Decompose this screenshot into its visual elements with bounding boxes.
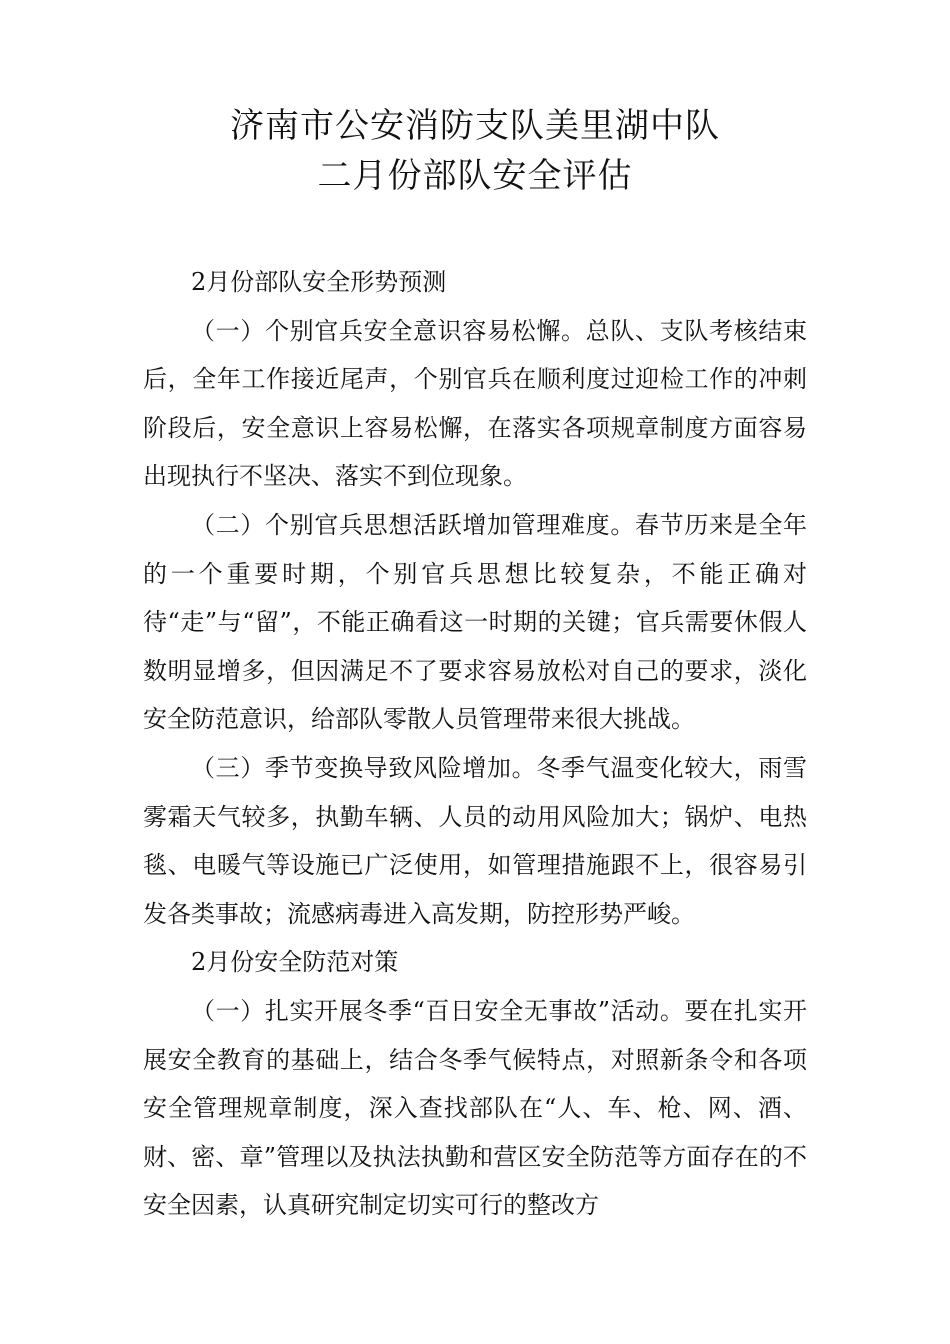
paragraph: （一）个别官兵安全意识容易松懈。总队、支队考核结束后，全年工作接近尾声，个别官兵在顺利度过迎检工作的冲刺阶段后，安全意识上容易松懈，在落实各项规章制度方面容易出现执行不坚决、落实不到位现象。 (143, 316, 807, 491)
document-title-line1: 济南市公安消防支队美里湖中队 (230, 106, 720, 146)
document-body (143, 258, 807, 1230)
paragraph: （一）扎实开展冬季“百日安全无事故”活动。要在扎实开展安全教育的基础上，结合冬季气候特点，对照新条令和各项安全管理规章制度，深入查找部队在“人、车、枪、网、酒、财、密、章”管理以及执法执勤和营区安全防范等方面存在的不安全因素，认真研究制定切实可行的整改方 (143, 996, 807, 1220)
paragraph: （三）季节变换导致风险增加。冬季气温变化较大，雨雪雾霜天气较多，执勤车辆、人员的动用风险加大；锅炉、电热毯、电暖气等设施已广泛使用，如管理措施跟不上，很容易引发各类事故；流感病毒进入高发期，防控形势严峻。 (143, 753, 807, 928)
paragraph: （二）个别官兵思想活跃增加管理难度。春节历来是全年的一个重要时期，个别官兵思想比较复杂，不能正确对待“走”与“留”，不能正确看这一时期的关键；官兵需要休假人数明显增多，但因满足不了要求容易放松对自己的要求，淡化安全防范意识，给部队零散人员管理带来很大挑战。 (143, 510, 807, 734)
section-heading-forecast: 2月份部队安全形势预测 (191, 268, 447, 296)
section-heading-countermeasures: 2月份安全防范对策 (191, 948, 399, 977)
document-title-line2: 二月份部队安全评估 (317, 156, 633, 196)
